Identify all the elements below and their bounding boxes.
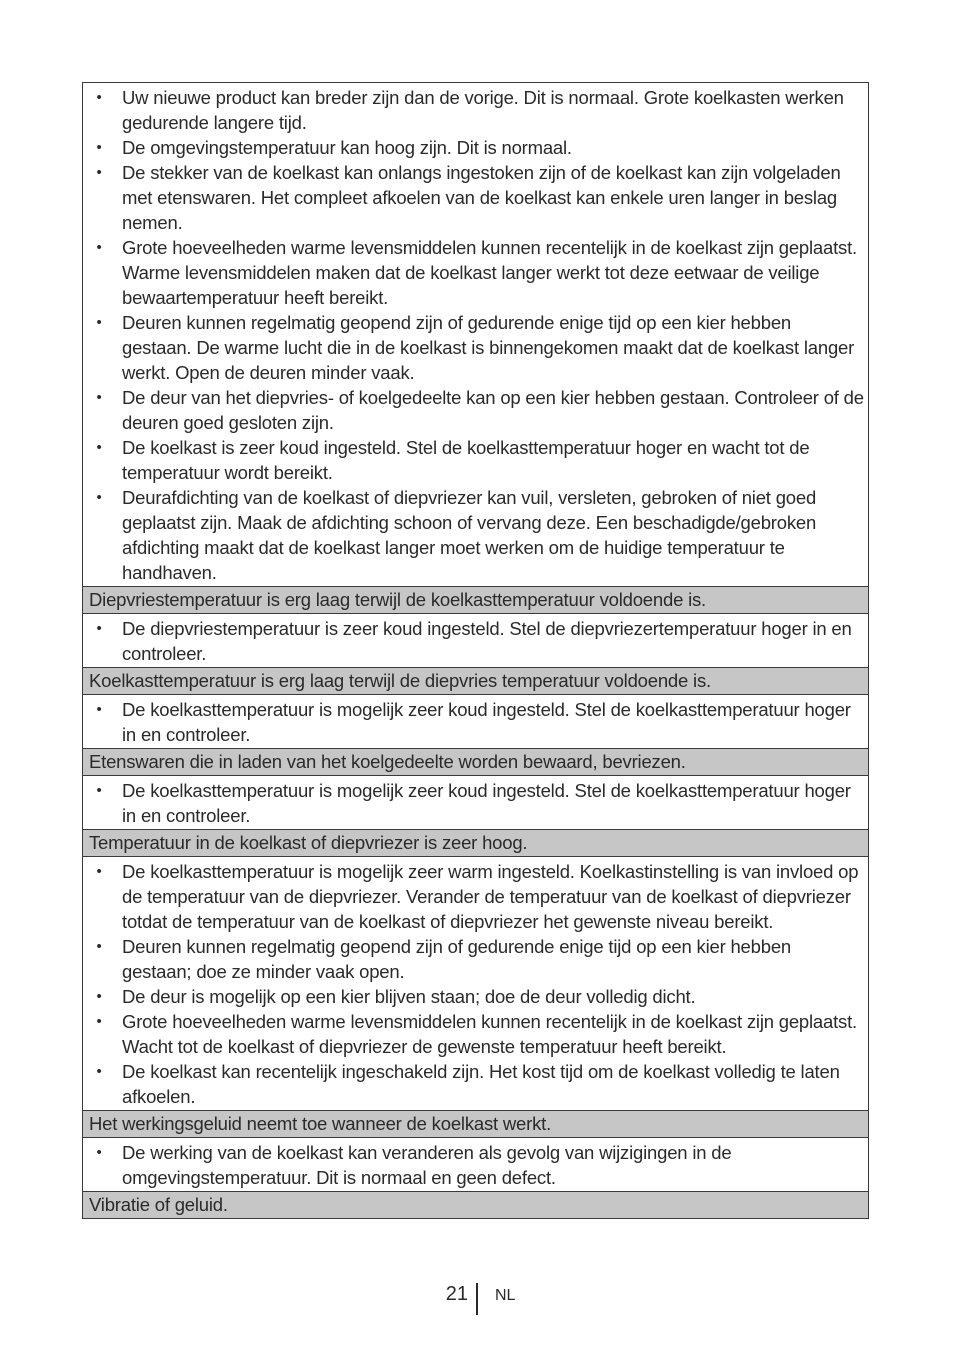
solutions-row — [83, 1138, 869, 1192]
solution-text: De koelkasttemperatuur is mogelijk zeer koud ingesteld. Stel de koelkasttemperatuur hoger in en controleer. — [122, 780, 851, 826]
bullet-icon: • — [96, 1013, 102, 1030]
solution-item — [83, 310, 868, 385]
solutions-cell — [83, 857, 869, 1111]
solution-text: De deur is mogelijk op een kier blijven staan; doe de deur volledig dicht. — [122, 986, 696, 1007]
solution-item — [83, 1009, 868, 1059]
solution-item — [83, 135, 868, 160]
problem-heading: Diepvriestemperatuur is erg laag terwijl de koelkasttemperatuur voldoende is. — [83, 587, 869, 614]
bullet-icon: • — [96, 389, 102, 406]
solution-list — [83, 83, 868, 586]
solutions-cell — [83, 83, 869, 587]
solutions-cell — [83, 695, 869, 749]
solutions-cell — [83, 776, 869, 830]
solution-text: De deur van het diepvries- of koelgedeelte kan op een kier hebben gestaan. Controleer of de deuren goed gesloten zijn. — [122, 387, 864, 433]
solution-item — [83, 1140, 868, 1190]
bullet-icon: • — [96, 139, 102, 156]
bullet-icon: • — [96, 988, 102, 1005]
bullet-icon: • — [96, 1144, 102, 1161]
solution-list — [83, 614, 868, 667]
solution-text: Grote hoeveelheden warme levensmiddelen kunnen recentelijk in de koelkast zijn geplaatst. Wacht tot de koelkast of diepvriezer de gewenste temperatuur heeft bereikt. — [122, 1011, 857, 1057]
solution-text: De koelkasttemperatuur is mogelijk zeer koud ingesteld. Stel de koelkasttemperatuur hoger in en controleer. — [122, 699, 851, 745]
bullet-icon: • — [96, 239, 102, 256]
solution-item — [83, 235, 868, 310]
solution-item — [83, 616, 868, 666]
solution-item — [83, 934, 868, 984]
solutions-row — [83, 83, 869, 587]
solution-item — [83, 1059, 868, 1109]
solution-item — [83, 697, 868, 747]
solution-text: De koelkast kan recentelijk ingeschakeld zijn. Het kost tijd om de koelkast volledig te laten afkoelen. — [122, 1061, 840, 1107]
page-number: 21 — [445, 1283, 468, 1305]
solution-text: De stekker van de koelkast kan onlangs ingestoken zijn of de koelkast kan zijn volgeladen met etenswaren. Het compleet afkoelen van de koelkast kan enkele uren langer in beslag nemen. — [122, 162, 841, 233]
solution-text: De diepvriestemperatuur is zeer koud ingesteld. Stel de diepvriezertemperatuur hoger in en controleer. — [122, 618, 852, 664]
solutions-row — [83, 695, 869, 749]
bullet-icon: • — [96, 314, 102, 331]
problem-header-row — [83, 749, 869, 776]
solution-item — [83, 859, 868, 934]
bullet-icon: • — [96, 938, 102, 955]
problem-header-row — [83, 587, 869, 614]
solution-list — [83, 695, 868, 748]
solution-text: De werking van de koelkast kan veranderen als gevolg van wijzigingen in de omgevingstemperatuur. Dit is normaal en geen defect. — [122, 1142, 732, 1188]
bullet-icon: • — [96, 1063, 102, 1080]
solutions-cell — [83, 614, 869, 668]
problem-heading: Het werkingsgeluid neemt toe wanneer de koelkast werkt. — [83, 1111, 869, 1138]
solution-text: Deuren kunnen regelmatig geopend zijn of gedurende enige tijd op een kier hebben gestaan. De warme lucht die in de koelkast is binnengekomen maakt dat de koelkast langer werkt. Open de deuren minder vaak. — [122, 312, 855, 383]
problem-header-row — [83, 1111, 869, 1138]
troubleshooting-table — [82, 82, 869, 1219]
problem-header-row — [83, 668, 869, 695]
solutions-row — [83, 614, 869, 668]
solution-text: De koelkast is zeer koud ingesteld. Stel de koelkasttemperatuur hoger en wacht tot de temperatuur wordt bereikt. — [122, 437, 810, 483]
solution-list — [83, 1138, 868, 1191]
solution-list — [83, 776, 868, 829]
solution-item — [83, 85, 868, 135]
footer-divider — [476, 1283, 478, 1315]
solution-list — [83, 857, 868, 1110]
problem-heading: Koelkasttemperatuur is erg laag terwijl de diepvries temperatuur voldoende is. — [83, 668, 869, 695]
solution-item — [83, 435, 868, 485]
solution-text: De omgevingstemperatuur kan hoog zijn. Dit is normaal. — [122, 137, 572, 158]
solution-text: Uw nieuwe product kan breder zijn dan de vorige. Dit is normaal. Grote koelkasten werken gedurende langere tijd. — [122, 87, 844, 133]
solutions-row — [83, 776, 869, 830]
solutions-cell — [83, 1138, 869, 1192]
page-footer — [0, 1281, 954, 1315]
problem-header-row — [83, 830, 869, 857]
bullet-icon: • — [96, 701, 102, 718]
bullet-icon: • — [96, 489, 102, 506]
solution-text: Deurafdichting van de koelkast of diepvriezer kan vuil, versleten, gebroken of niet goed geplaatst zijn. Maak de afdichting schoon of vervang deze. Een beschadigde/gebroken afdichting maakt dat de koelkast langer moet werken om de huidige temperatuur te handhaven. — [122, 487, 817, 583]
solution-text: De koelkasttemperatuur is mogelijk zeer warm ingesteld. Koelkastinstelling is van invloed op de temperatuur van de diepvriezer. Verander de temperatuur van de koelkast of diepvriezer totdat de temperatuur van de koelkast of diepvriezer het gewenste niveau bereikt. — [122, 861, 859, 932]
solution-text: Grote hoeveelheden warme levensmiddelen kunnen recentelijk in de koelkast zijn geplaatst. Warme levensmiddelen maken dat de koelkast langer werkt tot deze eetwaar de veilige bewaartemperatuur heeft bereikt. — [122, 237, 857, 308]
problem-header-row — [83, 1192, 869, 1219]
solution-item — [83, 778, 868, 828]
bullet-icon: • — [96, 89, 102, 106]
solution-item — [83, 984, 868, 1009]
problem-heading: Temperatuur in de koelkast of diepvriezer is zeer hoog. — [83, 830, 869, 857]
bullet-icon: • — [96, 782, 102, 799]
solution-item — [83, 160, 868, 235]
solution-text: Deuren kunnen regelmatig geopend zijn of gedurende enige tijd op een kier hebben gestaan; doe ze minder vaak open. — [122, 936, 792, 982]
language-code: NL — [495, 1287, 516, 1304]
problem-heading: Vibratie of geluid. — [83, 1192, 869, 1219]
bullet-icon: • — [96, 164, 102, 181]
bullet-icon: • — [96, 620, 102, 637]
solution-item — [83, 385, 868, 435]
bullet-icon: • — [96, 439, 102, 456]
solution-item — [83, 485, 868, 585]
bullet-icon: • — [96, 863, 102, 880]
problem-heading: Etenswaren die in laden van het koelgedeelte worden bewaard, bevriezen. — [83, 749, 869, 776]
solutions-row — [83, 857, 869, 1111]
